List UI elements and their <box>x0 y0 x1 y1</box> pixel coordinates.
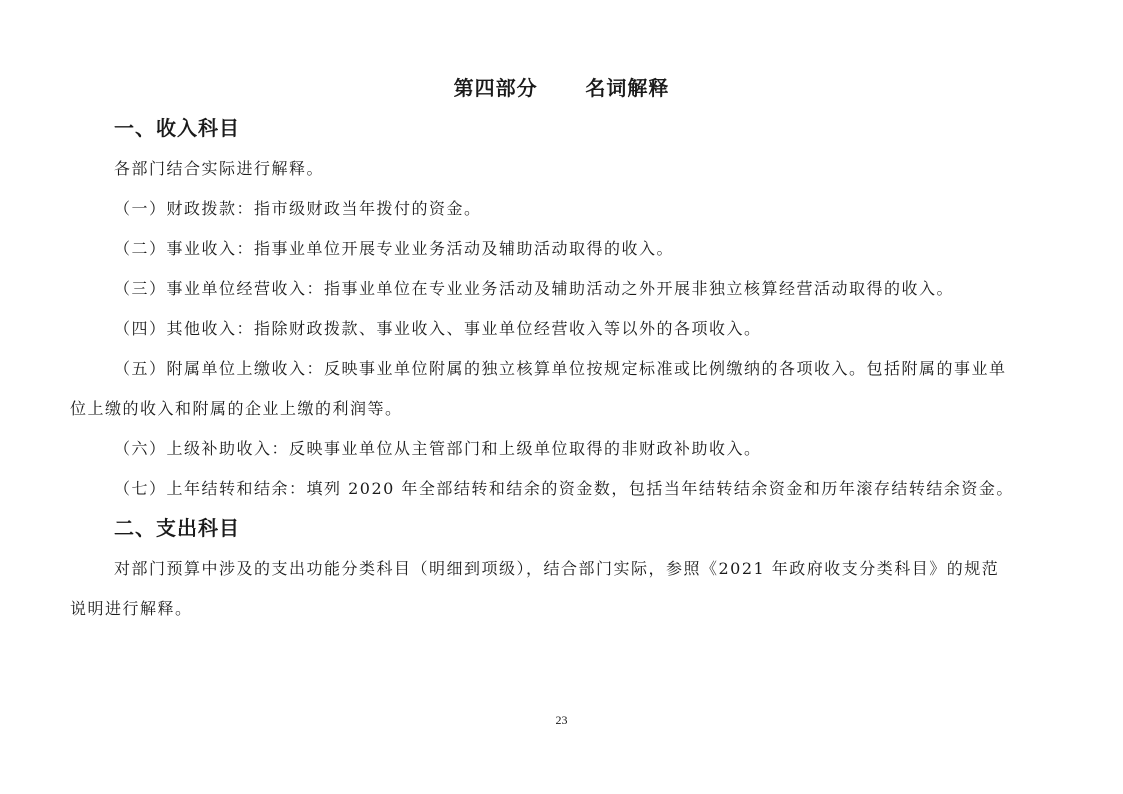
income-item-5-line-2: 位上缴的收入和附属的企业上缴的利润等。 <box>70 399 403 418</box>
income-item-5-line-1: （五）附属单位上缴收入：反映事业单位附属的独立核算单位按规定标准或比例缴纳的各项收入。包括附属的事业单 <box>114 359 1007 378</box>
expenditure-paragraph-line-2: 说明进行解释。 <box>70 599 193 618</box>
income-item-3: （三）事业单位经营收入：指事业单位在专业业务活动及辅助活动之外开展非独立核算经营活动取得的收入。 <box>114 279 955 298</box>
income-item-6: （六）上级补助收入：反映事业单位从主管部门和上级单位取得的非财政补助收入。 <box>114 439 762 458</box>
income-intro: 各部门结合实际进行解释。 <box>114 159 325 178</box>
income-item-2: （二）事业收入：指事业单位开展专业业务活动及辅助活动取得的收入。 <box>114 239 675 258</box>
section-heading-income: 一、收入科目 <box>114 116 240 140</box>
section-heading-expenditure: 二、支出科目 <box>114 516 240 540</box>
income-item-1: （一）财政拨款：指市级财政当年拨付的资金。 <box>114 199 482 218</box>
page-number: 23 <box>555 713 568 727</box>
expenditure-paragraph-line-1: 对部门预算中涉及的支出功能分类科目（明细到项级），结合部门实际，参照《2021 年政府收支分类科目》的规范 <box>114 559 1000 578</box>
income-item-7: （七）上年结转和结余：填列 2020 年全部结转和结余的资金数，包括当年结转结余资金和历年滚存结转结余资金。 <box>114 479 1014 498</box>
income-item-4: （四）其他收入：指除财政拨款、事业收入、事业单位经营收入等以外的各项收入。 <box>114 319 762 338</box>
page-title: 第四部分 名词解释 <box>453 76 670 100</box>
